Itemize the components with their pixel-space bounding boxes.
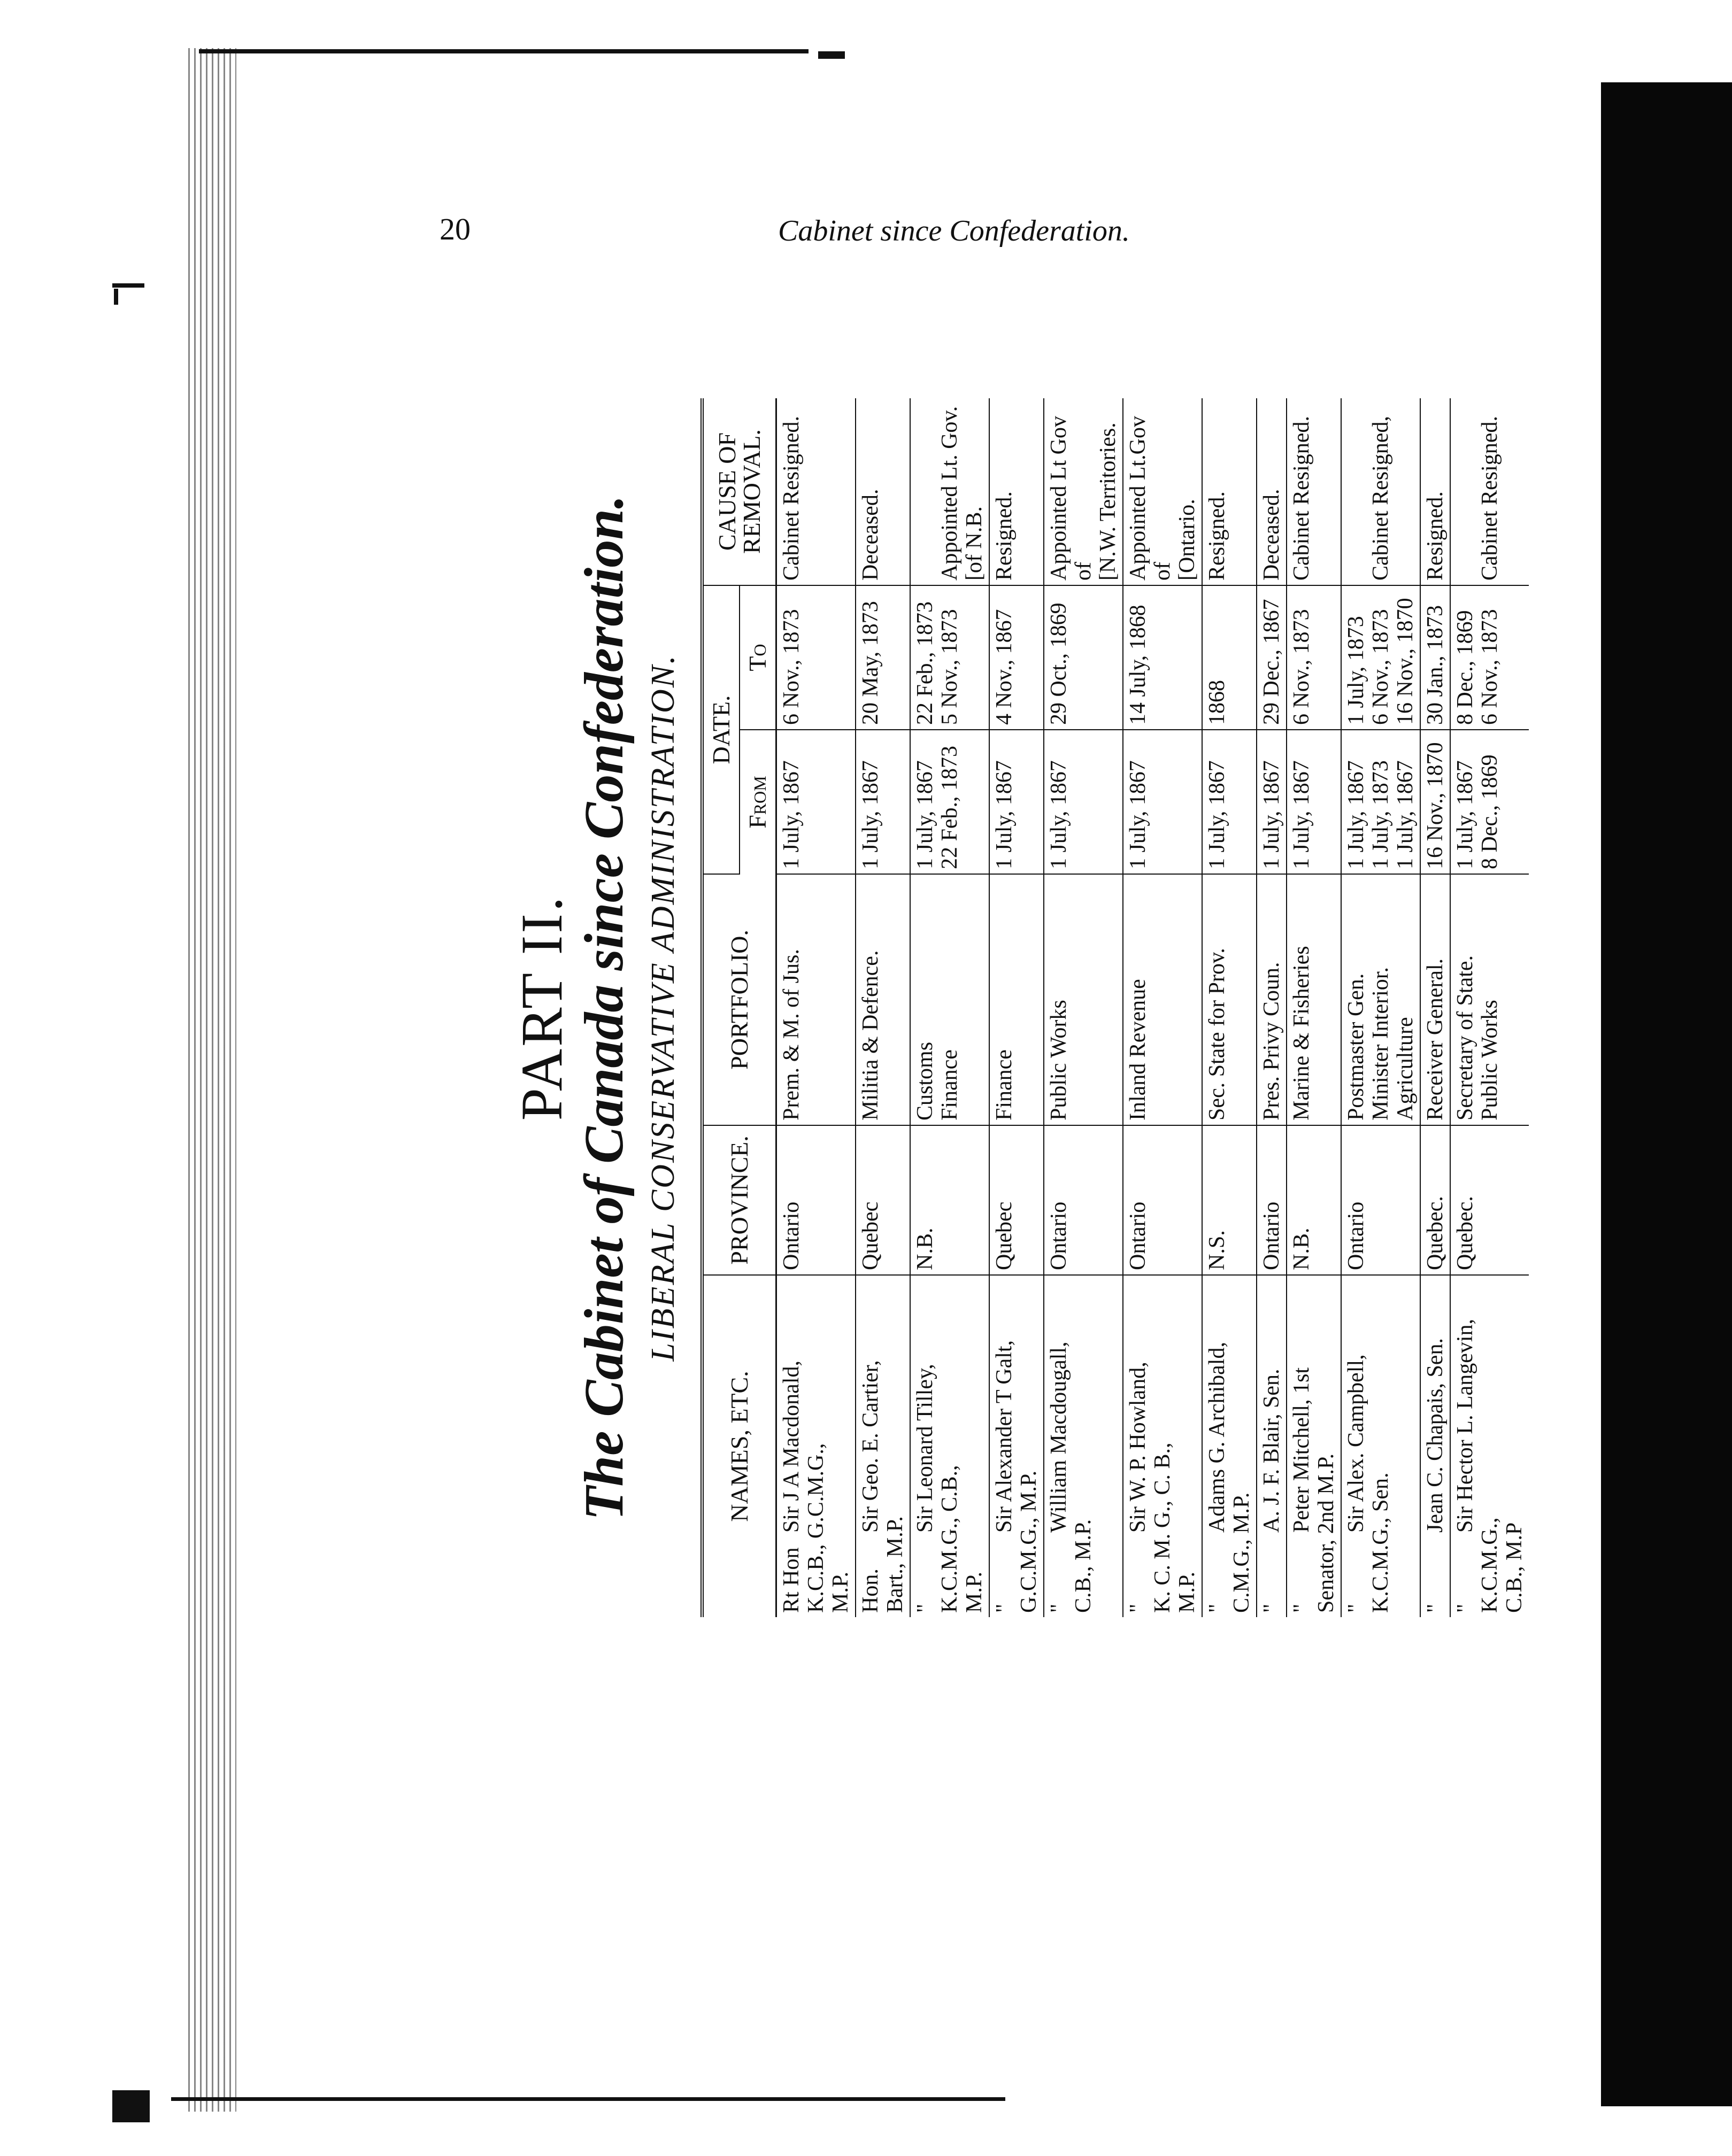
cell-from: 1 July, 1867 — [1044, 730, 1123, 874]
cell-portfolio: Inland Revenue — [1123, 874, 1202, 1125]
cell-province: N.B. — [910, 1125, 989, 1275]
cell-from: 1 July, 1867 — [1123, 730, 1202, 874]
cell-from: 1 July, 1867 — [989, 730, 1044, 874]
cell-name — [1257, 1275, 1287, 1617]
cell-name — [776, 1275, 856, 1617]
cell-from: 1 July, 1867 1 July, 1873 1 July, 1867 — [1341, 730, 1420, 874]
table-row — [776, 398, 856, 1617]
table-body — [776, 398, 1529, 1617]
cell-province: Quebec. — [1450, 1125, 1529, 1275]
table-row — [989, 398, 1044, 1617]
cell-province: Ontario — [1341, 1125, 1420, 1275]
cell-province: Quebec. — [1420, 1125, 1450, 1275]
cell-portfolio: Militia & Defence. — [856, 874, 910, 1125]
subtitle: LIBERAL CONSERVATIVE ADMINISTRATION. — [645, 654, 681, 1362]
cell-cause: Cabinet Resigned. — [1450, 398, 1529, 585]
cell-honorific: " — [1423, 1603, 1448, 1613]
cell-to: 1 July, 1873 6 Nov., 1873 16 Nov., 1870 — [1341, 585, 1420, 730]
cell-cause: Resigned. — [989, 398, 1044, 585]
header-portfolio: PORTFOLIO. — [702, 874, 776, 1125]
cell-from: 1 July, 1867 — [1202, 730, 1257, 874]
cell-portfolio: Secretary of State. Public Works — [1450, 874, 1529, 1125]
cell-to: 22 Feb., 1873 5 Nov., 1873 — [910, 585, 989, 730]
cell-from: 1 July, 1867 8 Dec., 1869 — [1450, 730, 1529, 874]
cell-cause: Appointed Lt Gov of [N.W. Territories. — [1044, 398, 1123, 585]
scan-edge-bottom — [171, 2097, 1005, 2101]
cell-name-text: Sir Alexander T Galt, G.C.M.G., M.P. — [992, 1340, 1041, 1613]
cell-name — [856, 1275, 910, 1617]
table-row — [1287, 398, 1341, 1617]
cabinet-table — [701, 398, 1529, 1617]
cell-cause: Resigned. — [1202, 398, 1257, 585]
table-row — [1123, 398, 1202, 1617]
cell-province: Ontario — [1044, 1125, 1123, 1275]
cell-to: 29 Oct., 1869 — [1044, 585, 1123, 730]
table-row — [1341, 398, 1420, 1617]
table-row — [910, 398, 989, 1617]
scan-mark — [112, 283, 144, 288]
cell-to: 30 Jan., 1873 — [1420, 585, 1450, 730]
cell-honorific: Rt Hon — [779, 1547, 804, 1613]
table-row — [856, 398, 910, 1617]
cell-name-text: Sir Geo. E. Cartier, Bart., M.P. — [858, 1360, 907, 1613]
cell-name-text: Sir J A Macdonald, K.C.B., G.C.M.G., M.P. — [779, 1361, 853, 1613]
cell-portfolio: Public Works — [1044, 874, 1123, 1125]
cell-from: 1 July, 1867 — [1257, 730, 1287, 874]
header-to: To — [740, 585, 776, 730]
cell-cause: Cabinet Resigned. — [776, 398, 856, 585]
cell-name-text: Adams G. Archibald, C.M.G., M.P. — [1205, 1342, 1254, 1613]
cell-portfolio: Marine & Fisheries — [1287, 874, 1341, 1125]
cell-name — [1287, 1275, 1341, 1617]
header-cause: CAUSE OF REMOVAL. — [702, 398, 776, 585]
running-title: Cabinet since Confederation. — [778, 214, 1130, 248]
cell-province: Quebec — [989, 1125, 1044, 1275]
cell-name — [989, 1275, 1044, 1617]
cell-name-text: Sir W. P. Howland, K. C. M. G., C. B., M.P. — [1126, 1362, 1199, 1613]
cell-honorific: Hon. — [858, 1568, 883, 1613]
cell-honorific: " — [1453, 1603, 1477, 1613]
cell-to: 6 Nov., 1873 — [776, 585, 856, 730]
table-row — [1202, 398, 1257, 1617]
cell-name — [1341, 1275, 1420, 1617]
cell-portfolio: Pres. Privy Coun. — [1257, 874, 1287, 1125]
cell-honorific: " — [992, 1603, 1017, 1613]
table-row — [1044, 398, 1123, 1617]
cell-cause: Resigned. — [1420, 398, 1450, 585]
cell-name-text: Sir Leonard Tilley, K.C.M.G., C.B., M.P. — [913, 1364, 987, 1613]
cell-portfolio: Receiver General. — [1420, 874, 1450, 1125]
part-title: PART II. — [509, 894, 574, 1121]
cell-honorific: " — [1046, 1603, 1071, 1613]
cell-honorific: " — [1205, 1603, 1229, 1613]
cell-name-text: Peter Mitchell, 1st Senator, 2nd M.P. — [1289, 1367, 1338, 1613]
cell-name — [1202, 1275, 1257, 1617]
scan-binding-edge — [188, 48, 236, 2112]
cell-province: Quebec — [856, 1125, 910, 1275]
cell-name — [910, 1275, 989, 1617]
cell-honorific: " — [1289, 1603, 1314, 1613]
cell-to: 6 Nov., 1873 — [1287, 585, 1341, 730]
cell-province: Ontario — [776, 1125, 856, 1275]
cell-from: 16 Nov., 1870 — [1420, 730, 1450, 874]
table-row — [1257, 398, 1287, 1617]
cell-from: 1 July, 1867 — [856, 730, 910, 874]
cell-cause: Deceased. — [856, 398, 910, 585]
cell-name — [1450, 1275, 1529, 1617]
scan-mark — [114, 289, 118, 305]
cell-name — [1420, 1275, 1450, 1617]
cell-to: 20 May, 1873 — [856, 585, 910, 730]
cell-name-text: Sir Hector L. Langevin, K.C.M.G., C.B., M.P — [1453, 1318, 1527, 1613]
cell-honorific: " — [1126, 1603, 1150, 1613]
cell-from: 1 July, 1867 22 Feb., 1873 — [910, 730, 989, 874]
cell-portfolio: Sec. State for Prov. — [1202, 874, 1257, 1125]
cell-honorific: " — [913, 1603, 937, 1613]
cell-portfolio: Prem. & M. of Jus. — [776, 874, 856, 1125]
cell-province: N.S. — [1202, 1125, 1257, 1275]
cell-cause: Cabinet Resigned. — [1287, 398, 1341, 585]
cell-portfolio: Finance — [989, 874, 1044, 1125]
cell-province: N.B. — [1287, 1125, 1341, 1275]
cell-cause: Cabinet Resigned, — [1341, 398, 1420, 585]
cell-name-text: A. J. F. Blair, Sen. — [1259, 1369, 1284, 1533]
cell-to: 8 Dec., 1869 6 Nov., 1873 — [1450, 585, 1529, 730]
header-names: NAMES, ETC. — [702, 1275, 776, 1617]
cell-to: 1868 — [1202, 585, 1257, 730]
header-from: From — [740, 730, 776, 874]
cell-honorific: " — [1344, 1603, 1368, 1613]
cell-cause: Appointed Lt.Gov of [Ontario. — [1123, 398, 1202, 585]
scan-corner-block — [112, 2090, 150, 2122]
cell-portfolio: Customs Finance — [910, 874, 989, 1125]
cell-to: 29 Dec., 1867 — [1257, 585, 1287, 730]
scan-edge-top — [199, 49, 809, 53]
table-row — [1450, 398, 1529, 1617]
cell-portfolio: Postmaster Gen. Minister Interior. Agriculture — [1341, 874, 1420, 1125]
cell-name-text: Sir Alex. Campbell, K.C.M.G., Sen. — [1344, 1354, 1393, 1613]
cell-to: 14 July, 1868 — [1123, 585, 1202, 730]
header-province: PROVINCE. — [702, 1125, 776, 1275]
page-number: 20 — [440, 212, 471, 246]
cell-province: Ontario — [1257, 1125, 1287, 1275]
cell-cause: Appointed Lt. Gov. [of N.B. — [910, 398, 989, 585]
cell-name — [1044, 1275, 1123, 1617]
rotated-content — [508, 398, 1535, 1617]
cell-honorific: " — [1259, 1603, 1284, 1613]
cell-from: 1 July, 1867 — [1287, 730, 1341, 874]
cell-name-text: Jean C. Chapais, Sen. — [1423, 1338, 1448, 1533]
main-title: The Cabinet of Canada since Confederation. — [573, 494, 635, 1521]
scan-black-margin — [1601, 82, 1732, 2106]
cell-name-text: William Macdougall, C.B., M.P. — [1046, 1341, 1096, 1613]
header-date: DATE. — [702, 585, 740, 874]
scan-edge-top-mark — [818, 51, 845, 59]
cell-cause: Deceased. — [1257, 398, 1287, 585]
cell-name — [1123, 1275, 1202, 1617]
cell-from: 1 July, 1867 — [776, 730, 856, 874]
table-row — [1420, 398, 1450, 1617]
cell-province: Ontario — [1123, 1125, 1202, 1275]
cell-to: 4 Nov., 1867 — [989, 585, 1044, 730]
